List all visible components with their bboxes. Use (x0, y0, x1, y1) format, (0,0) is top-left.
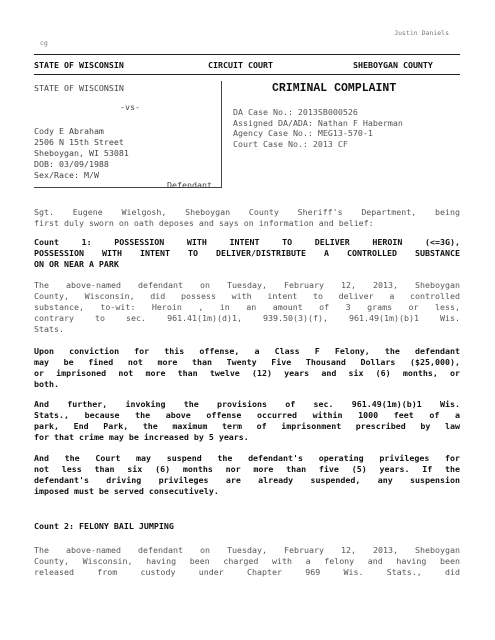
text-line: County, Wisconsin, did possess with intent to deliver a controlled (34, 291, 460, 301)
defendant-address-line1: 2506 N 15th Street (34, 137, 124, 147)
text-line: Count 2: FELONY BAIL JUMPING (34, 521, 174, 531)
assigned-da: Assigned DA/ADA: Nathan F Haberman (233, 117, 403, 128)
header-county: SHEBOYGAN COUNTY (353, 60, 433, 70)
typist-initials: cg (40, 39, 48, 47)
intro-paragraph (34, 207, 460, 229)
header-top-rule (34, 54, 460, 55)
defendant-dob: DOB: 03/09/1988 (34, 159, 109, 169)
defendant-label: Defendant. (167, 180, 217, 190)
versus: -vs- (120, 102, 140, 112)
header-state: STATE OF WISCONSIN (34, 60, 124, 70)
plaintiff: STATE OF WISCONSIN (34, 83, 124, 93)
text-line: park, End Park, the maximum term of imprisonment prescribed by law (34, 421, 460, 431)
text-line: And the Court may suspend the defendant's operating privileges for (34, 453, 460, 463)
count1-heading (34, 237, 460, 270)
author-name: Justin Daniels (394, 29, 449, 37)
case-caption (34, 81, 222, 188)
text-line: not less than six (6) months nor more than five (5) years. If the (34, 464, 460, 474)
count2-facts (34, 545, 460, 578)
count1-facts (34, 280, 460, 335)
text-line: Sgt. Eugene Wielgosh, Sheboygan County Sheriff's Department, being (34, 207, 460, 217)
text-line: both. (34, 379, 59, 389)
da-case-number: DA Case No.: 2013SB000526 (233, 107, 358, 117)
text-line: released from custody under Chapter 969 Wis. Stats., did (34, 567, 460, 577)
text-line: Count 1: POSSESSION WITH INTENT TO DELIVER HEROIN (<=3G), (34, 237, 460, 247)
header-court: CIRCUIT COURT (208, 60, 273, 70)
document-title: CRIMINAL COMPLAINT (272, 82, 397, 95)
agency-case-number: Agency Case No.: MEG13-570-1 (233, 128, 373, 138)
count1-suspension (34, 453, 460, 497)
text-line: or imprisoned not more than twelve (12) years and six (6) months, or (34, 368, 460, 378)
case-info (233, 107, 403, 149)
text-line: for that crime may be increased by 5 years. (34, 432, 249, 442)
text-line: may be fined not more than Twenty Five Thousand Dollars ($25,000), (34, 357, 460, 367)
text-line: ON OR NEAR A PARK (34, 259, 119, 269)
text-line: And further, invoking the provisions of sec. 961.49(1m)(b)1 Wis. (34, 399, 460, 409)
defendant-name: Cody E Abraham (34, 126, 104, 136)
text-line: contrary to sec. 961.41(1m)(d)1, 939.50(3)(f), 961.49(1m)(b)1 Wis. (34, 313, 460, 323)
count2-heading (34, 521, 460, 532)
court-case-number: Court Case No.: 2013 CF (233, 138, 348, 149)
count1-enhancer (34, 399, 460, 443)
text-line: Stats., because the above offense occurred within 1000 feet of a (34, 410, 460, 420)
header-bottom-rule (34, 74, 460, 75)
text-line: The above-named defendant on Tuesday, February 12, 2013, Sheboygan (34, 545, 460, 555)
text-line: Upon conviction for this offense, a Class F Felony, the defendant (34, 346, 460, 356)
defendant-sex-race: Sex/Race: M/W (34, 170, 99, 180)
text-line: substance, to-wit: Heroin , in an amount of 3 grams or less, (34, 302, 460, 312)
count1-penalty (34, 346, 460, 390)
text-line: imposed must be served consecutively. (34, 486, 219, 496)
text-line: County, Wisconsin, having been charged with a felony and having been (34, 556, 460, 566)
text-line: first duly sworn on oath deposes and says on information and belief: (34, 218, 374, 228)
text-line: POSSESSION WITH INTENT TO DELIVER/DISTRIBUTE A CONTROLLED SUBSTANCE (34, 248, 460, 258)
defendant-address-line2: Sheboygan, WI 53081 (34, 148, 129, 158)
text-line: The above-named defendant on Tuesday, February 12, 2013, Sheboygan (34, 280, 460, 290)
text-line: defendant's driving privileges are already suspended, any suspension (34, 475, 460, 485)
text-line: Stats. (34, 324, 64, 334)
